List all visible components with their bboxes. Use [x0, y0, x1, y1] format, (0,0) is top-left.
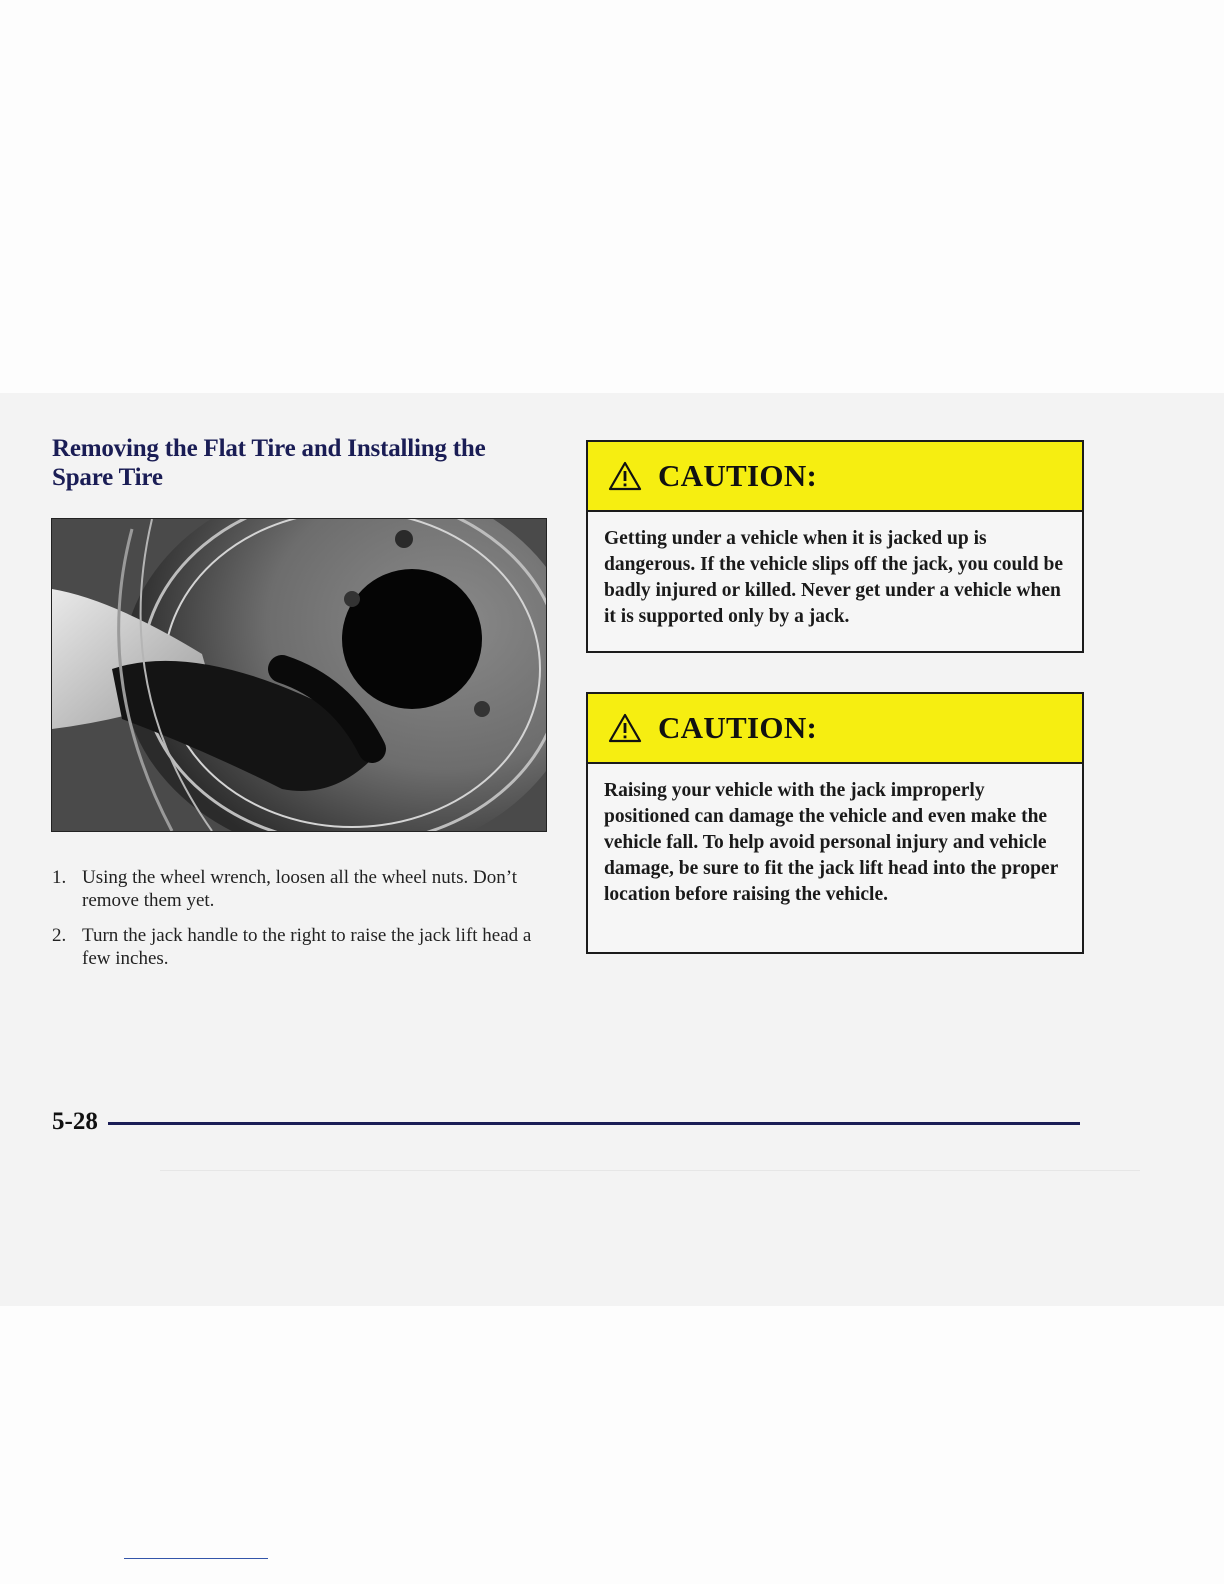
caution-text: Getting under a vehicle when it is jacked up is dangerous. If the vehicle slips off the jack, you could be badly injured or killed. Never get under a vehicle when it is supported only by a jack.	[604, 528, 1063, 627]
caution-box	[586, 692, 1084, 954]
step-item	[52, 924, 552, 970]
step-number: 2.	[52, 925, 67, 946]
section-title: Removing the Flat Tire and Installing the Spare Tire	[52, 435, 486, 491]
caution-label: CAUTION:	[658, 458, 818, 493]
caution-text: Raising your vehicle with the jack improperly positioned can damage the vehicle and even make the vehicle fall. To help avoid personal injury and vehicle damage, be sure to fit the jack lift head into the proper location before raising the vehicle.	[604, 780, 1058, 905]
step-item	[52, 866, 552, 912]
page-number: 5-28	[52, 1108, 98, 1135]
warning-triangle-icon	[608, 461, 642, 491]
caution-label: CAUTION:	[658, 710, 818, 745]
warning-triangle-icon	[608, 713, 642, 743]
divider	[124, 1558, 268, 1559]
step-text: Turn the jack handle to the right to raise the jack lift head a few inches.	[82, 925, 532, 969]
divider	[160, 1170, 1140, 1171]
caution-box	[586, 440, 1084, 653]
caution-header	[588, 694, 1082, 764]
wheel-wrench-photo	[51, 518, 547, 832]
footer-rule	[108, 1122, 1080, 1125]
step-number: 1.	[52, 867, 67, 888]
step-text: Using the wheel wrench, loosen all the wheel nuts. Don’t remove them yet.	[82, 867, 517, 911]
caution-header	[588, 442, 1082, 512]
instruction-steps	[52, 866, 552, 982]
